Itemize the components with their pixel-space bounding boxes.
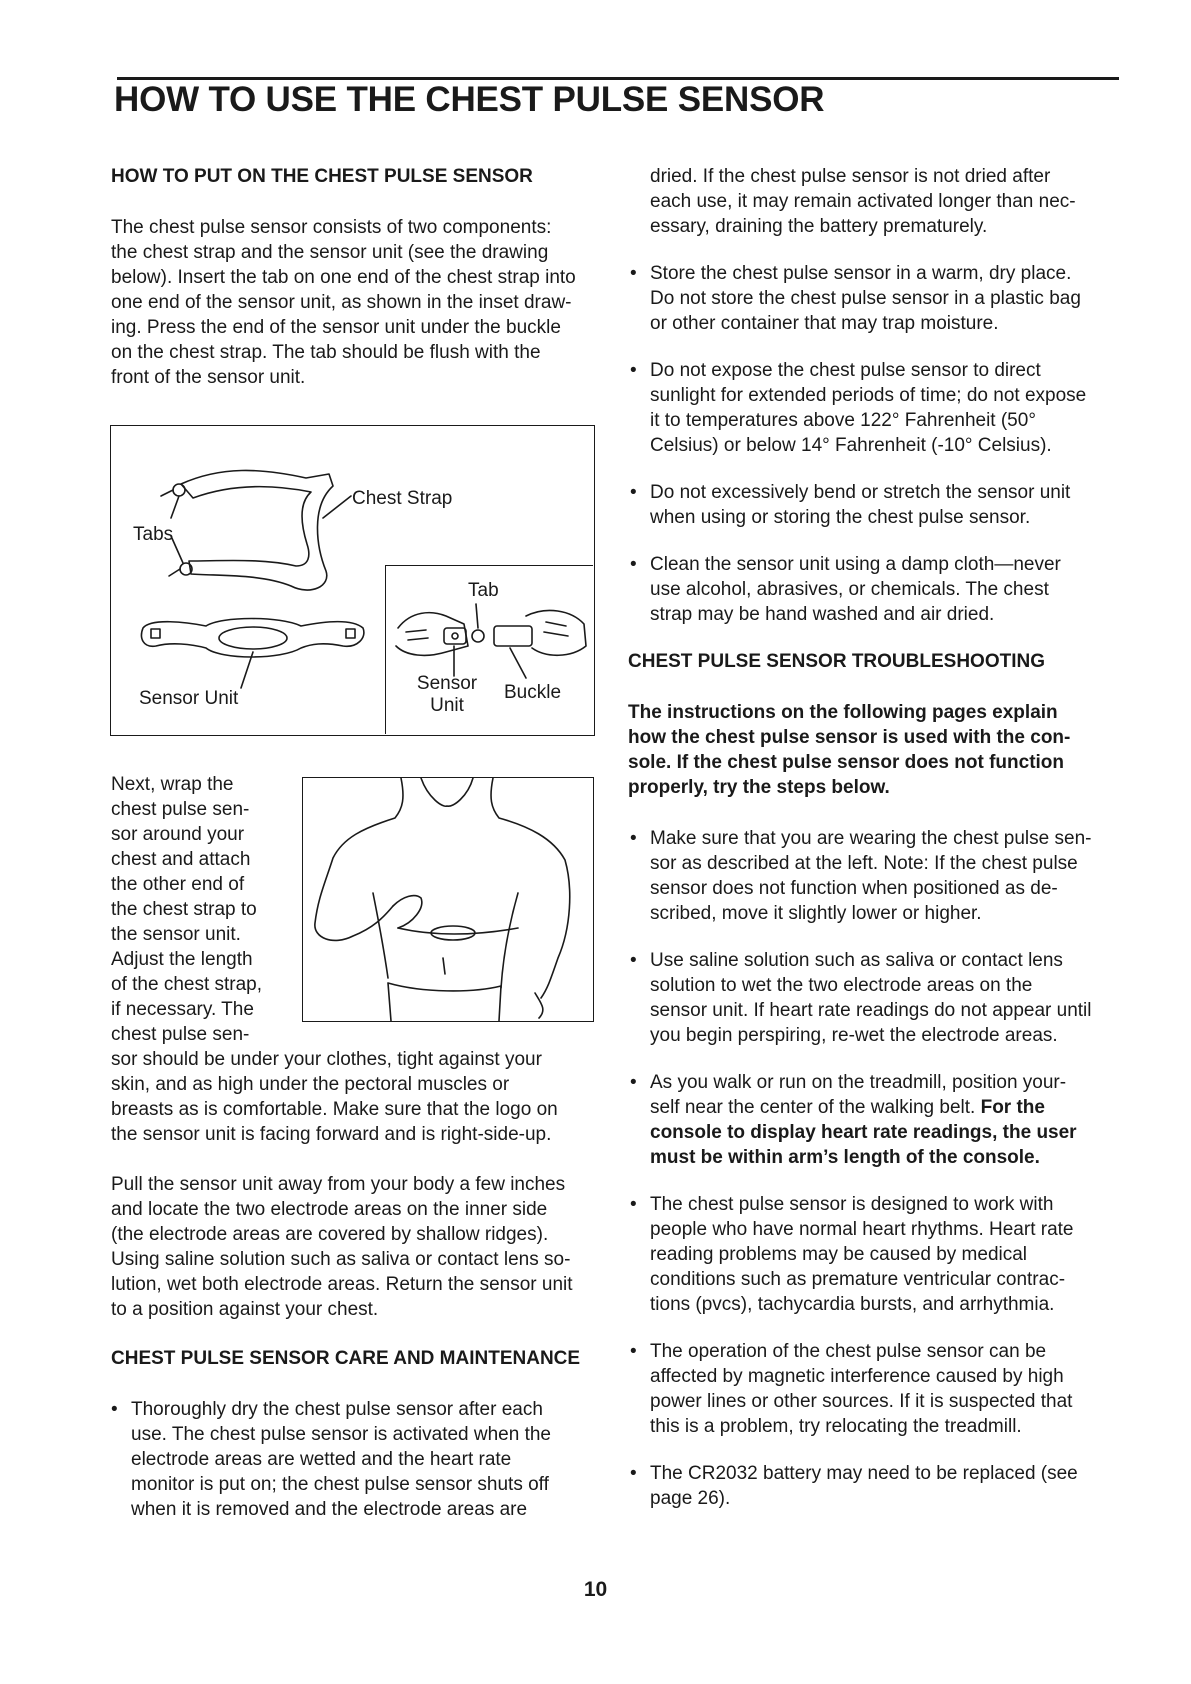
text-line: sor around your — [111, 824, 245, 845]
page-title: HOW TO USE THE CHEST PULSE SENSOR — [114, 80, 825, 119]
text-line: or other container that may trap moisture. — [650, 313, 999, 334]
text-line: sor as described at the left. Note: If the chest pulse — [650, 853, 1078, 874]
text-line: ing. Press the end of the sensor unit under the buckle — [111, 317, 561, 338]
left-hand-sensor — [393, 896, 422, 928]
trouble-heading: CHEST PULSE SENSOR TROUBLESHOOTING — [628, 651, 1045, 672]
label-inset-unit: Unit — [430, 695, 464, 716]
care-heading: CHEST PULSE SENSOR CARE AND MAINTENANCE — [111, 1348, 581, 1369]
text-line: must be within arm’s length of the console. — [650, 1147, 1040, 1168]
text-line: sole. If the chest pulse sensor does not function — [628, 752, 1065, 773]
left-fingers — [406, 630, 428, 640]
neck — [421, 778, 473, 806]
trouble-bullet-wearing — [630, 826, 1130, 926]
text-line: use alcohol, abrasives, or chemicals. The chest — [650, 579, 1049, 600]
bullet-mark: • — [630, 950, 637, 971]
wrap-paragraph-full — [111, 1047, 611, 1147]
text-line: sensor unit. If heart rate readings do not appear until — [650, 1000, 1092, 1021]
text-line: The operation of the chest pulse sensor can be — [650, 1341, 1047, 1362]
text-line: monitor is put on; the chest pulse sensor shuts off — [131, 1474, 549, 1495]
text-line: The CR2032 battery may need to be replaced (see — [650, 1463, 1078, 1484]
trouble-bullet-interference — [630, 1339, 1130, 1439]
text-line: Celsius) or below 14° Fahrenheit (-10° Celsius). — [650, 435, 1052, 456]
label-inset-tab: Tab — [468, 580, 499, 601]
sensor-slot-right — [346, 629, 355, 638]
text-line: Do not store the chest pulse sensor in a plastic bag — [650, 288, 1081, 309]
wrap-paragraph-narrow — [111, 772, 291, 1047]
text-line: (the electrode areas are covered by shallow ridges). — [111, 1224, 549, 1245]
inset-tab — [472, 630, 484, 642]
sensor-logo-ellipse — [219, 627, 287, 649]
text-line: it to temperatures above 122° Fahrenheit (50° — [650, 410, 1036, 431]
bullet-mark: • — [630, 1341, 637, 1362]
right-column — [630, 164, 1130, 1511]
text-line: of the chest strap, — [111, 974, 263, 995]
text-line: to a position against your chest. — [111, 1299, 379, 1320]
trouble-bullet-battery — [630, 1461, 1130, 1511]
text-line: when it is removed and the electrode areas are — [131, 1499, 528, 1520]
text-line: chest pulse sen- — [111, 799, 250, 820]
text-line: affected by magnetic interference caused by high — [650, 1366, 1064, 1387]
text-line: Using saline solution such as saliva or contact lens so- — [111, 1249, 571, 1270]
text-run: self near the center of the walking belt. — [650, 1097, 981, 1118]
left-shoulder-arm — [315, 778, 403, 940]
text-line: Do not excessively bend or stretch the sensor unit — [650, 482, 1071, 503]
text-line: and locate the two electrode areas on the inner side — [111, 1199, 548, 1220]
trouble-bullet-saline — [630, 948, 1130, 1048]
text-line: Use saline solution such as saliva or contact lens — [650, 950, 1063, 971]
label-tabs: Tabs — [133, 524, 174, 545]
right-fingers — [544, 622, 568, 636]
label-inset-sensor: Sensor — [416, 673, 478, 694]
text-line: people who have normal heart rhythms. Heart rate — [650, 1219, 1074, 1240]
leader-inset-tab — [476, 604, 478, 628]
inset-buckle — [494, 626, 532, 646]
page-number: 10 — [583, 1578, 608, 1601]
text-line: Do not expose the chest pulse sensor to direct — [650, 360, 1041, 381]
leader-inset-buckle — [510, 648, 526, 678]
text-line: each use, it may remain activated longer than nec- — [650, 191, 1076, 212]
bullet-mark: • — [630, 554, 637, 575]
text-line: electrode areas are wetted and the heart rate — [131, 1449, 512, 1470]
text-line: the chest strap and the sensor unit (see the drawing — [111, 242, 549, 263]
inset-figure — [385, 565, 593, 734]
bullet-mark: • — [630, 1463, 637, 1484]
put-on-heading: HOW TO PUT ON THE CHEST PULSE SENSOR — [111, 166, 533, 187]
text-line: dried. If the chest pulse sensor is not dried after — [650, 166, 1051, 187]
text-line: Make sure that you are wearing the chest pulse sen- — [650, 828, 1092, 849]
leader-tabs-top — [171, 496, 179, 518]
label-chest-strap: Chest Strap — [352, 488, 453, 509]
care-bullet-clean — [630, 552, 1130, 627]
wearing-figure — [302, 777, 594, 1022]
text-line: this is a problem, try relocating the treadmill. — [650, 1416, 1022, 1437]
right-hand — [526, 610, 586, 655]
text-line: on the chest strap. The tab should be flush with the — [111, 342, 541, 363]
pull-paragraph — [111, 1172, 611, 1322]
text-line: scribed, move it slightly lower or higher. — [650, 903, 982, 924]
sensor-slot-left — [151, 629, 160, 638]
strap-sensor-figure — [110, 425, 595, 736]
tab-pin — [161, 490, 173, 496]
text-line: conditions such as premature ventricular contrac- — [650, 1269, 1066, 1290]
chest-strap-shape — [181, 470, 333, 590]
text-line: you begin perspiring, re-wet the electrode areas. — [650, 1025, 1058, 1046]
bullet-mark: • — [630, 1072, 637, 1093]
text-line: Thoroughly dry the chest pulse sensor after each — [131, 1399, 543, 1420]
text-line: Clean the sensor unit using a damp cloth—never — [650, 554, 1061, 575]
text-line: strap may be hand washed and air dried. — [650, 604, 995, 625]
text-line: front of the sensor unit. — [111, 367, 306, 388]
care-bullet-bend — [630, 480, 1130, 530]
text-line: the chest strap to — [111, 899, 257, 920]
text-line: reading problems may be caused by medical — [650, 1244, 1028, 1265]
care-bullet-dry — [111, 1397, 611, 1522]
label-sensor-unit: Sensor Unit — [139, 688, 239, 709]
text-line: Adjust the length — [111, 949, 253, 970]
bullet-mark: • — [630, 482, 637, 503]
care-bullet-continued — [630, 164, 1130, 239]
text-line: As you walk or run on the treadmill, position your- — [650, 1072, 1067, 1093]
text-line: properly, try the steps below. — [628, 777, 890, 798]
text-line: sunlight for extended periods of time; do not expose — [650, 385, 1087, 406]
text-line: chest pulse sen- — [111, 1024, 250, 1045]
put-on-paragraph — [111, 215, 611, 390]
inset-sensor-end — [444, 628, 466, 644]
person-drawing — [303, 778, 593, 1021]
abdomen-line — [443, 958, 445, 974]
text-line: power lines or other sources. If it is suspected that — [650, 1391, 1073, 1412]
text-line: how the chest pulse sensor is used with the con- — [628, 727, 1071, 748]
tab-pin — [169, 569, 180, 576]
text-line: sor should be under your clothes, tight against your — [111, 1049, 542, 1070]
text-line: the sensor unit is facing forward and is right-side-up. — [111, 1124, 552, 1145]
trouble-bullet-position — [630, 1070, 1130, 1170]
text-line: essary, draining the battery prematurely. — [650, 216, 988, 237]
text-line — [650, 1095, 1130, 1120]
text-line: sensor does not function when positioned as de- — [650, 878, 1058, 899]
text-line: lution, wet both electrode areas. Return the sensor unit — [111, 1274, 573, 1295]
text-run-bold: For the — [980, 1097, 1045, 1118]
text-line: page 26). — [650, 1488, 731, 1509]
text-line: the sensor unit. — [111, 924, 241, 945]
text-line: below). Insert the tab on one end of the chest strap into — [111, 267, 576, 288]
chest-strap-line — [398, 928, 518, 934]
bullet-mark: • — [630, 828, 637, 849]
text-line: The chest pulse sensor consists of two components: — [111, 217, 552, 238]
text-line: The instructions on the following pages explain — [628, 702, 1058, 723]
label-inset-buckle: Buckle — [504, 682, 562, 703]
text-line: The chest pulse sensor is designed to work with — [650, 1194, 1054, 1215]
text-line: breasts as is comfortable. Make sure that the logo on — [111, 1099, 558, 1120]
inset-sensor-hole — [452, 633, 458, 639]
text-line: Pull the sensor unit away from your body a few inches — [111, 1174, 566, 1195]
text-line: the other end of — [111, 874, 245, 895]
text-line: console to display heart rate readings, the user — [650, 1122, 1077, 1143]
bullet-mark: • — [630, 263, 637, 284]
text-line: solution to wet the two electrode areas on the — [650, 975, 1033, 996]
sensor-unit-shape — [142, 619, 364, 658]
bullet-mark: • — [630, 1194, 637, 1215]
bullet-mark: • — [111, 1399, 118, 1420]
text-line: if necessary. The — [111, 999, 254, 1020]
text-line: tions (pvcs), tachycardia bursts, and arrhythmia. — [650, 1294, 1055, 1315]
care-bullet-store — [630, 261, 1130, 336]
text-line: skin, and as high under the pectoral muscles or — [111, 1074, 510, 1095]
text-line: chest and attach — [111, 849, 251, 870]
put-on-section — [111, 164, 611, 390]
trouble-intro — [628, 700, 1130, 800]
text-line: use. The chest pulse sensor is activated when the — [131, 1424, 552, 1445]
bullet-mark: • — [630, 360, 637, 381]
text-line: Next, wrap the — [111, 774, 234, 795]
trouble-bullet-rhythms — [630, 1192, 1130, 1317]
text-line: one end of the sensor unit, as shown in the inset draw- — [111, 292, 572, 313]
care-section — [111, 1346, 611, 1522]
leader-chest-strap — [323, 496, 351, 518]
text-line: Store the chest pulse sensor in a warm, dry place. — [650, 263, 1072, 284]
care-bullet-sunlight — [630, 358, 1130, 458]
waist — [388, 983, 501, 1021]
text-line: when using or storing the chest pulse sensor. — [650, 507, 1031, 528]
strap-tab-top — [173, 484, 185, 496]
